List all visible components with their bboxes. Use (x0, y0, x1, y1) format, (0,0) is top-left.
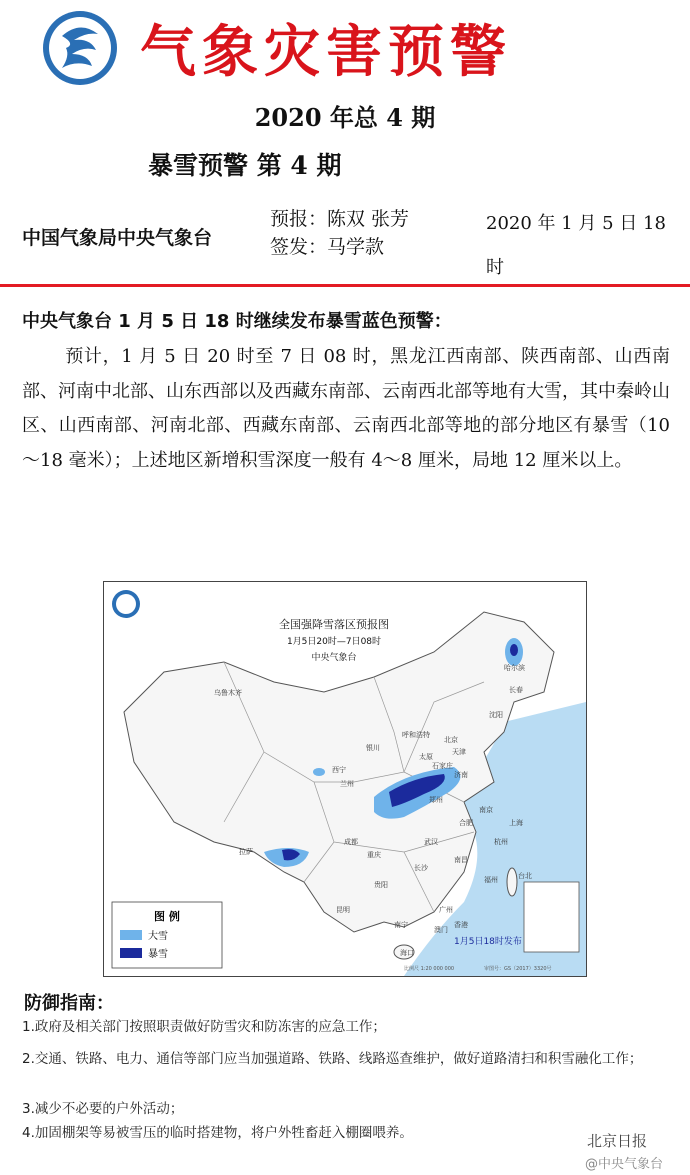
signer-line: 签发：马学款 (270, 236, 385, 258)
map-logo-inner (116, 594, 136, 614)
city-label: 济南 (454, 771, 468, 779)
legend-swatch-heavy-snow (120, 930, 142, 940)
city-label: 长沙 (414, 864, 428, 872)
city-label: 福州 (484, 876, 498, 884)
city-label: 乌鲁木齐 (214, 689, 242, 697)
forecasters-line: 预报：陈双 张芳 (270, 208, 410, 230)
forecaster-block (270, 205, 409, 261)
city-label: 北京 (444, 736, 458, 744)
warning-headline: 中央气象台 1 月 5 日 18 时继续发布暴雪蓝色预警： (22, 311, 452, 332)
city-label: 兰州 (340, 780, 354, 788)
city-label: 澳门 (434, 926, 448, 934)
snow-area-west (313, 768, 325, 776)
warning-body: 预计，1 月 5 日 20 时至 7 日 08 时，黑龙江西南部、陕西南部、山西南部、河南中北部、山东西部以及西藏东南部、云南西北部等地有大雪，其中秦岭山区、山西南部、河南北部、西藏东南部、云南西北部等地的部分地区有暴雪（10～18 毫米）；上述地区新增积雪深度一般有 4～8 厘米，局地 12 厘米以上。 (22, 346, 670, 471)
map-title: 全国强降雪落区预报图 (279, 618, 389, 631)
guide-item: 3.减少不必要的户外活动； (22, 1101, 184, 1117)
issue-number-blizzard: 暴雪预警 第 4 期 (148, 151, 342, 180)
city-label: 武汉 (424, 838, 438, 846)
city-label: 南宁 (394, 921, 408, 929)
guide-item: 1.政府及相关部门按照职责做好防雪灾和防冻害的应急工作； (22, 1019, 386, 1035)
issue-date: 2020 年 1 月 5 日 18 时 (486, 213, 666, 278)
city-label: 合肥 (459, 819, 473, 827)
city-label: 南昌 (454, 856, 468, 864)
issue-number-total: 2020 年总 4 期 (254, 103, 436, 132)
cma-logo (40, 8, 120, 88)
watermark-account: @中央气象台 (585, 1157, 664, 1172)
city-label: 上海 (509, 819, 523, 827)
document-title: 气象灾害预警 (140, 19, 512, 85)
city-label: 台北 (518, 872, 532, 880)
taiwan-island (507, 868, 517, 896)
map-period: 1月5日20时—7日08时 (286, 637, 382, 647)
map-issued-time: 1月5日18时发布 (454, 937, 522, 947)
city-label: 重庆 (367, 851, 381, 859)
blizzard-area-heilongjiang (510, 644, 518, 656)
legend-title: 图 例 (154, 910, 180, 923)
guide-item: 4.加固棚架等易被雪压的临时搭建物，将户外牲畜赶入棚圈喂养。 (22, 1125, 413, 1141)
legend-swatch-blizzard (120, 948, 142, 958)
city-label: 广州 (439, 906, 453, 914)
city-label: 海口 (400, 949, 414, 957)
city-label: 杭州 (494, 838, 508, 846)
guide-item: 2.交通、铁路、电力、通信等部门应当加强道路、铁路、线路巡查维护，做好道路清扫和积雪融化工作； (22, 1051, 643, 1067)
watermark-source: 北京日报 (587, 1132, 648, 1150)
city-label: 沈阳 (489, 711, 503, 719)
city-label: 银川 (366, 744, 380, 752)
header-divider (0, 284, 690, 287)
snowfall-forecast-map (103, 581, 587, 977)
city-label: 西宁 (332, 766, 346, 774)
city-label: 天津 (452, 748, 466, 756)
city-label: 昆明 (336, 906, 350, 914)
legend-label-blizzard: 暴雪 (148, 949, 168, 960)
legend-label-heavy-snow: 大雪 (148, 931, 168, 942)
city-label: 香港 (454, 921, 468, 929)
south-china-sea-inset (524, 882, 579, 952)
city-label: 石家庄 (432, 762, 453, 770)
city-label: 太原 (419, 753, 433, 761)
city-label: 贵阳 (374, 881, 388, 889)
map-approval-code: 审图号：GS（2017）3320号 (484, 966, 552, 972)
city-label: 呼和浩特 (402, 731, 430, 739)
city-label: 成都 (344, 838, 358, 846)
city-label: 拉萨 (239, 848, 253, 856)
city-label: 郑州 (429, 796, 443, 804)
city-label: 哈尔滨 (504, 664, 525, 672)
city-label: 南京 (479, 806, 493, 814)
city-label: 长春 (509, 686, 523, 694)
defense-guide-title: 防御指南： (24, 993, 114, 1014)
map-scale: 比例尺 1:20 000 000 (404, 966, 455, 972)
map-agency: 中央气象台 (311, 653, 357, 663)
issuing-organization: 中国气象局中央气象台 (22, 227, 213, 249)
